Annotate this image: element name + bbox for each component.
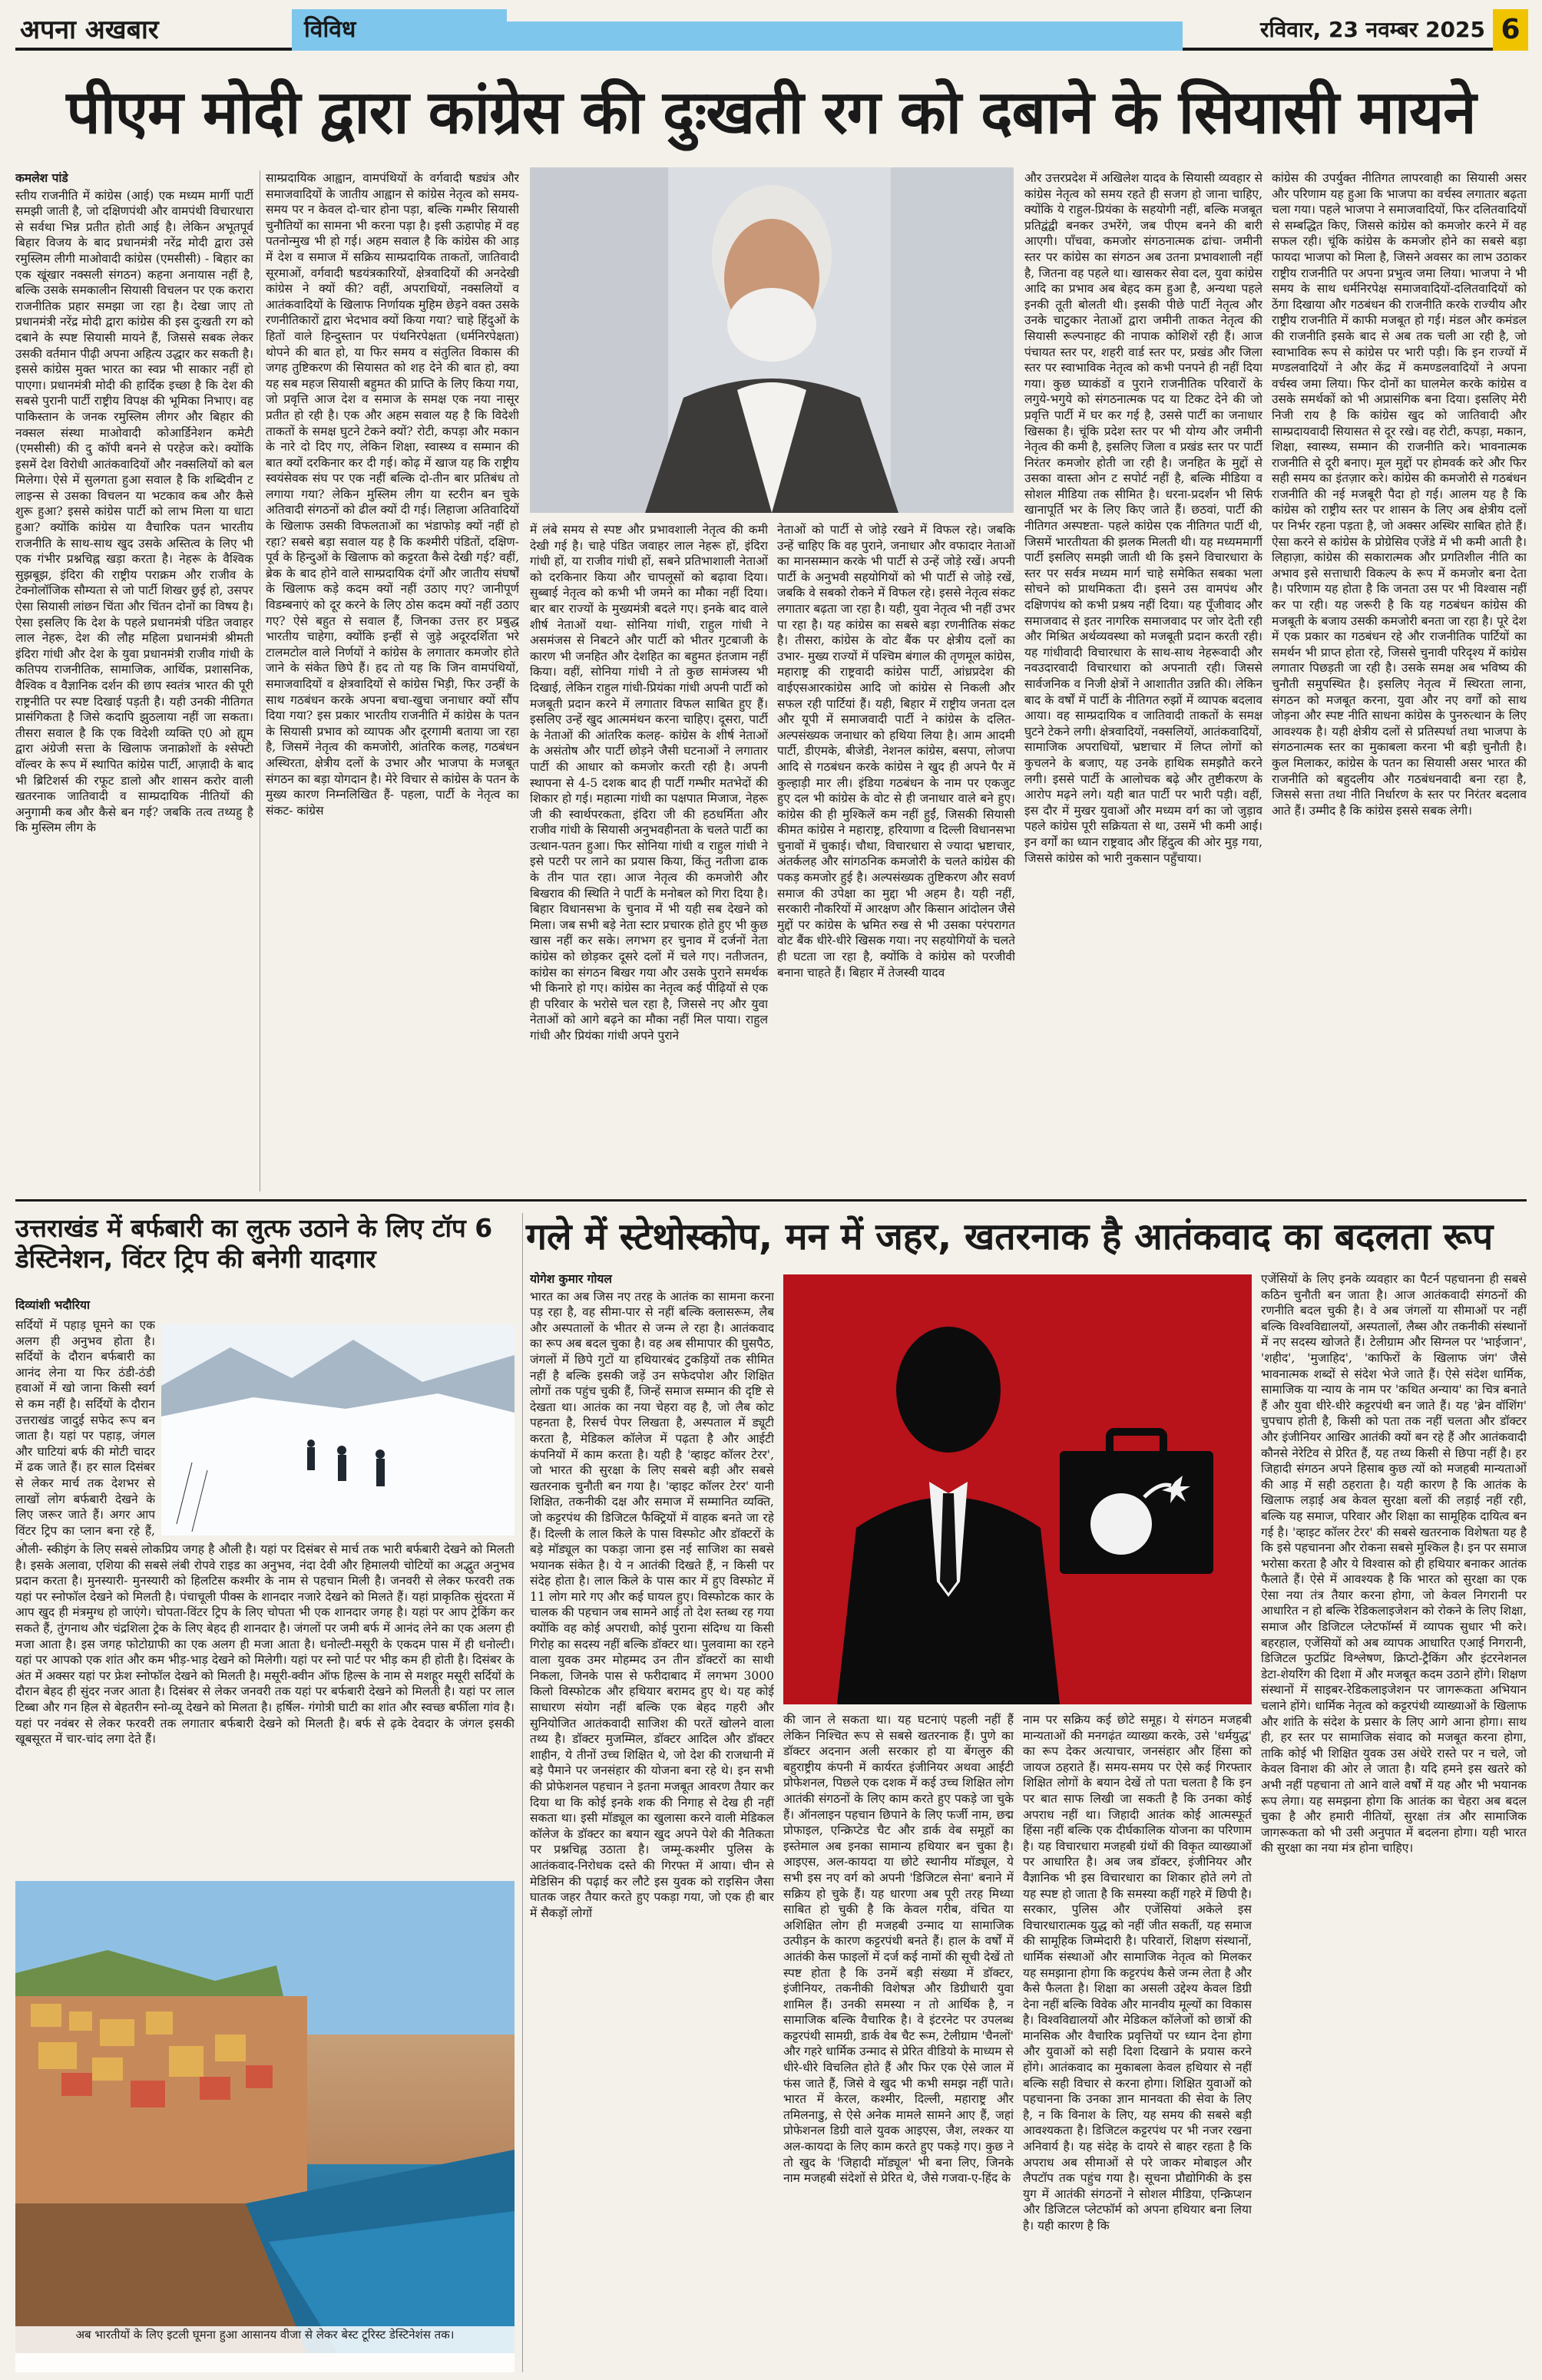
main-headline: पीएम मोदी द्वारा कांग्रेस की दुःखती रग को दबाने के सियासी मायने: [66, 78, 1476, 147]
travel-byline: दिव्यांशी भदौरिया: [15, 1297, 91, 1312]
main-story-text: और उत्तरप्रदेश में अखिलेश यादव के सियासी व्यवहार से कांग्रेस नेतृत्व को समय रहते ही सजग हो जाना चाहिए, क्योंकि ये राहुल-प्रियंका के सहयोगी नहीं, बल्कि मजबूत प्रतिद्वंद्वी बनकर उभरेंगे, जब पीएम बनने की बारी आएगी। पाँचवा, कमजोर संगठनात्मक ढांचा- जमीनी स्तर पर कांग्रेस का संगठन अब उतना प्रभावशाली नहीं है, जितना वह पहले था। खासकर सेवा दल, युवा कांग्रेस आदि का प्रभाव अब बेहद कम हुआ है, अन्यथा पहले इनकी तूती बोलती थी। इसकी पीछे पार्टी नेतृत्व और उनके चाटुकार नेताओं द्वारा जमीनी ताकत नेतृत्व की सियासी रूल्पनाहट की नापाक कोशिशें रही हैं। आज पंचायत स्तर पर, शहरी वार्ड स्तर पर, प्रखंड और जिला स्तर पर स्वाभाविक नेतृत्व को कभी पनपने ही नहीं दिया गया। कुछ घ्याकंडों व पुराने राजनीतिक परिवारों के लगुये-भगुये को संगठनात्मक पद या टिकट देने की जो प्रवृत्ति पार्टी में घर कर गई है, उससे पार्टी का जनाधार खिसका है। चूंकि प्रदेश स्तर पर भी योग्य और जमीनी नेतृत्व की कमी है, इसलिए जिला व प्रखंड स्तर पर पार्टी निरंतर कमजोर होती जा रही है। जनहित के मुद्दों से उसका वास्ता ओन ट सपोर्ट नहीं है, बल्कि मीडिया व सोशल मीडिया तक सीमित है। धरना-प्रदर्शन भी सिर्फ खानापूर्ति भर के लिए किए जाते हैं। छठवां, पार्टी की नीतिगत अस्पष्टता- पहले कांग्रेस एक नीतिगत पार्टी थी, जिसमें भारतीयता की झलक मिलती थी। यह मध्यममार्गी पार्टी इसलिए समझी जाती थी कि इसने विचारधारा के स्तर पर सर्वत्र मध्यम मार्ग चाहे समेकित सबका भला सोचने को प्राथमिकता दी। इसने उस वामपंथ और दक्षिणपंथ को कभी प्रश्रय नहीं दिया। यह पूँजीवाद और समाजवाद से इतर नागरिक समाजवाद पर जोर देती रही और मिश्रित अर्थव्यवस्था को मजबूती प्रदान करती रही। यह गांधीवादी विचारधारा के साथ-साथ नेहरूवादी और नवउदारवादी विचारधारा को अपनाती रही। जिससे सार्वजनिक व निजी क्षेत्रों ने आशातीत उन्नति की। लेकिन बाद के वर्षों में पार्टी के नीतिगत रुझों में व्यापक बदलाव आया। वह साम्प्रदायिक व जातिवादी ताकतों के समक्ष घुटने टेकने लगी। क्षेत्रवादियों, नक्सलियों, आतंकवादियों, सामाजिक अपराधियों, भ्रष्टाचार में लिप्त लोगों को कुचलने के बजाए, यह उनके हाथिक समझौते करने लगी। इससे पार्टी के आलोचक बढ़े और तुष्टीकरण के आरोप मढ़ने लगे। यही बात पार्टी पर भारी पड़ी। वहीं, इस दौर में मुखर युवाओं और मध्यम वर्ग का जो जुड़ाव पहले कांग्रेस पूरी सक्रियता से था, उसमें भी कमी आई। इन वर्गों का ध्यान राष्ट्रवाद और हिंदुत्व की ओर मुड़ गया, जिससे कांग्रेस को भारी नुकसान पहुँचाया।: [1024, 171, 1262, 865]
main-story-column-6: [1272, 170, 1527, 1192]
terror-illustration: [783, 1274, 1252, 1704]
section-divider: [15, 1199, 1527, 1202]
main-story-text: में लंबे समय से स्पष्ट और प्रभावशाली नेतृत्व की कमी देखी गई है। चाहे पंडित जवाहर लाल नेहरू हों, इंदिरा गांधी हों, या राजीव गांधी हों, सबने प्रतिभाशाली नेताओं को दरकिनार किया और चापलूसों को बढ़ावा दिया। सुब्बाई नेतृत्व को कभी भी जमने का मौका नहीं दिया। बार बार राज्यों के मुख्यमंत्री बदले गए। इनके बाद वाले शीर्ष नेताओं यथा- सोनिया गांधी, राहुल गांधी ने असमंजस से निबटने और पार्टी को भीतर गुटबाजी के कारण भी जनहित और देशहित का बहुमत इंतजाम नहीं किया। वहीं, सोनिया गांधी ने तो कुछ सामंजस्य भी दिखाई, लेकिन राहुल गांधी-प्रियंका गांधी अपनी पार्टी को मजबूती प्रदान करने में लगातार विफल साबित हुए हैं। इसलिए उन्हें खुद आत्ममंथन करना चाहिए। दूसरा, पार्टी के नेताओं की आंतरिक कलह- कांग्रेस के शीर्ष नेताओं के असंतोष और पार्टी छोड़ने जैसी घटनाओं ने लगातार पार्टी की आधार को कमजोर करती रही है। अपनी स्थापना से 4-5 दशक बाद ही पार्टी गम्भीर मतभेदों की शिकार हो गई। महात्मा गांधी का पक्षपात मिजाज, नेहरू जी की स्वार्थपरकता, इंदिरा जी की हठधर्मिता और राजीव गांधी के सियासी अनुभवहीनता के चलते पार्टी का उत्थान-पतन हुआ। फिर सोनिया गांधी व राहुल गांधी ने इसे पटरी पर लाने का प्रयास किया, किंतु नतीजा ढाक के तीन पात रहा। आज नेतृत्व की कमजोरी और बिखराव की स्थिति ने पार्टी के मनोबल को गिरा दिया है। बिहार विधानसभा के चुनाव में भी यही सब देखने को मिला। जब सभी बड़े नेता स्टार प्रचारक होते हुए भी कुछ खास नहीं कर सके। लगभग हर चुनाव में दर्जनों नेता कांग्रेस को छोड़कर दूसरे दलों में चले गए। नतीजतन, कांग्रेस का संगठन बिखर गया और उसके पुराने समर्थक भी किनारे हो गए। कांग्रेस का नेतृत्व कई पीढ़ियों से एक ही परिवार के भरोसे चल रहा है, जिससे नए और युवा नेताओं को आगे बढ़ने का मौका नहीं मिल पाया। राहुल गांधी और प्रियंका गांधी अपने पुराने: [530, 523, 768, 1043]
column-divider: [522, 1213, 523, 2372]
coastal-village-photo: [15, 1881, 515, 2353]
main-story-column-1: [15, 170, 253, 1192]
terror-column-4: [1261, 1271, 1527, 2372]
main-story-column-5: [1024, 170, 1262, 1192]
travel-intro-text: सर्दियों में पहाड़ घूमने का एक अलग ही अनुभव होता है। सर्दियों के दौरान बर्फबारी का आनंद लेना या फिर ठंडी-ठंडी हवाओं में खो जाना किसी स्वर्ग से कम नहीं है। सर्दियों के दौरान उत्तराखंड जादुई सफेद रूप बन जाता है। यहां पर पहाड़, जंगल और घाटियां बर्फ की मोटी चादर में ढक जाते हैं। हर साल दिसंबर से लेकर मार्च तक देशभर से लाखों लोग बर्फबारी देखने के लिए जरूर जाते हैं। अगर आप विंटर ट्रिप का प्लान बना रहे हैं,: [15, 1318, 155, 1538]
terror-text: भारत का अब जिस नए तरह के आतंक का सामना करना पड़ रहा है, वह सीमा-पार से नहीं बल्कि क्लासरूम, लैब और अस्पतालों के भीतर से जन्म ले रहा है। आतंकवाद का रूप अब बदल चुका है। वह अब सीमापार की घुसपैठ, जंगलों में छिपे गुटों या हथियारबंद टुकड़ियों तक सीमित नहीं है बल्कि इसकी जड़ें उन सफेदपोश और शिक्षित लोगों तक पहुंच चुकी हैं, जिन्हें समाज सम्मान की दृष्टि से देखता था। आतंक का नया चेहरा वह है, जो लैब कोट पहनता है, रिसर्च पेपर लिखता है, अस्पताल में ड्यूटी करता है, मेडिकल कॉलेज में पढ़ता है और आईटी कंपनियों में काम करता है। यही है 'व्हाइट कॉलर टेरर', जो भारत की सुरक्षा के लिए सबसे बड़ी और सबसे खतरनाक चुनौती बन गया है। 'व्हाइट कॉलर टेरर' यानी शिक्षित, तकनीकी दक्ष और समाज में सम्मानित व्यक्ति, जो कट्टरपंथ की डिजिटल फैक्ट्रियों में वाहक बनते जा रहे हैं। दिल्ली के लाल किले के पास विस्फोट और डॉक्टरों के बड़े मॉड्यूल का पकड़ा जाना इस नई साजिश का सबसे भयानक संकेत है। ये न आतंकी दिखते हैं, न किसी पर संदेह होता है। लाल किले के पास कार में हुए विस्फोट में 11 लोग मारे गए और कई घायल हुए। विस्फोटक कार के चालक की पहचान जब सामने आई तो देश स्तब्ध रह गया क्योंकि वह कोई अपराधी, कोई पुराना संदिग्ध या किसी गिरोह का सदस्य नहीं बल्कि डॉक्टर था। पुलवामा का रहने वाला युवक उमर मोहम्मद उन तीन डॉक्टरों का साथी निकला, जिनके पास से फरीदाबाद में लगभग 3000 किलो विस्फोटक और हथियार बरामद हुए थे। यह कोई साधारण संयोग नहीं बल्कि एक बेहद गहरी और सुनियोजित आतंकवादी साजिश की परतें खोलने वाला तथ्य है। डॉक्टर मुजम्मिल, डॉक्टर आदिल और डॉक्टर शाहीन, ये तीनों उच्च शिक्षित थे, जो देश की राजधानी में बड़े पैमाने पर जनसंहार की योजना बना रहे थे। इन सभी की प्रोफेशनल पहचान ने इतना मजबूत आवरण तैयार कर दिया था कि कोई इनके शक की निगाह से देख ही नहीं सकता था। इसी मॉड्यूल का खुलासा करने वाली मेडिकल कॉलेज के डॉक्टर का बयान खुद अपने पेशे की नैतिकता पर प्रश्नचिह्न उठाता है। जम्मू-कश्मीर पुलिस के आतंकवाद-निरोधक दस्ते की गिरफ्त में आया। चीन से मेडिसिन की पढ़ाई कर लौटे इस युवक को राइसिन जैसा घातक जहर तैयार करते हुए पकड़ा गया, जो एक ही बार में सैकड़ों लोगों: [530, 1289, 774, 1920]
pm-portrait-photo: [530, 167, 1014, 513]
main-story-text: कांग्रेस की उपर्युक्त नीतिगत लापरवाही का सियासी असर और परिणाम यह हुआ कि भाजपा का वर्चस्व लगातार बढ़ता चला गया। पहले भाजपा ने समाजवादियों, फिर दलितवादियों से सम्बद्धित किए, जिससे कांग्रेस को कमजोर करने में वह सफल रही। चूंकि कांग्रेस के कमजोर होने का सबसे बड़ा फायदा भाजपा को मिला है, जिसने अवसर का लाभ उठाकर राष्ट्रीय राजनीति पर अपना प्रभुत्व जमा लिया। भाजपा ने भी समय के साथ धर्मनिरपेक्ष समाजवादियों-दलितवादियों को ठेंगा दिखाया और गठबंधन की राजनीति करके राज्यीय और राष्ट्रीय राजनीति में काफी मजबूत हो गई। मंडल और कमंडल की राजनीति इसके बाद से अब तक चली आ रही है, जो स्वाभाविक रूप से कांग्रेस पर भारी पड़ी। कि इन राज्यों में मण्डलवादियों ने और केंद्र में कमण्डलवादियों ने अपना वर्चस्व जमा लिया। फिर दोनों का घालमेल करके कांग्रेस व उसके समर्थकों को भी अप्रासंगिक बना दिया। इसलिए मेरी निजी राय है कि कांग्रेस खुद को जातिवादी और साम्प्रदायवादी सियासत से दूर रखे। वह रोटी, कपड़ा, मकान, शिक्षा, स्वास्थ्य, सम्मान की राजनीति करे। भावनात्मक राजनीति से दूरी बनाए। मूल मुद्दों पर होमवर्क करे और फिर सही समय का इंतज़ार करे। कांग्रेस की कमजोरी से गठबंधन राजनीति की नई मजबूरी पैदा हो गई। आलम यह है कि कांग्रेस को राष्ट्रीय स्तर पर शासन के लिए अब क्षेत्रीय दलों पर निर्भर रहना पड़ता है, जो अक्सर अस्थिर साबित होते हैं। ऐसा करने से कांग्रेस के प्रोग्रेसिव एजेंडे में भी कमी आती है। लिहाज़ा, कांग्रेस की सकारात्मक और प्रगतिशील नीति का अभाव इसे सत्ताधारी विकल्प के रूप में कमजोर बना देता है। परिणाम यह होता है कि जनता उस पर भी विश्वास नहीं कर पा रही। यह जरूरी है कि यह गठबंधन कांग्रेस की मजबूती के बजाय उसकी कमजोरी बनता जा रहा है। पूरे देश में एक प्रकार का गठबंधन रहे और राजनीतिक पार्टियों का समर्थन भी प्राप्त होता रहे, जिससे चुनावी परिदृश्य में कांग्रेस लगातार पिछड़ती जा रही है। उसके समक्ष अब भविष्य की चुनौती समुपस्थित है। इसलिए नेतृत्व में स्थिरता लाना, संगठन को मजबूत करना, युवा और नए वर्गों को साथ जोड़ना और स्पष्ट नीति साधना कांग्रेस के पुनरुत्थान के लिए आवश्यक है। यही क्षेत्रीय दलों से प्रतिस्पर्धा तथा भाजपा के संगठनात्मक स्तर का मुकाबला करना भी बड़ी चुनौती है। कुल मिलाकर, कांग्रेस के पतन का सियासी असर भारत की राजनीति को बहुदलीय और गठबंधनवादी बना रहा है, जिससे सत्ता तथा नीति निर्धारण के स्तर पर निरंतर बदलाव आते हैं। उम्मीद है कि कांग्रेस इससे सबक लेगी।: [1272, 171, 1527, 818]
terror-text: नाम पर सक्रिय कई छोटे समूह। ये संगठन मजहबी मान्यताओं की मनगढ़ंत व्याख्या करके, उसे 'धर्मयुद्ध' का रूप देकर अत्याचार, जनसंहार और हिंसा को जायज ठहराते हैं। समय-समय पर ऐसे कई गिरफ्तार शिक्षित लोगों के बयान देखें तो पता चलता है कि इन पर बात साफ लिखी जा सकती है कि उनका कोई अपराध नहीं था। जिहादी आतंक कोई आत्मस्फूर्त हिंसा नहीं बल्कि एक दीर्घकालिक योजना का परिणाम है। यह विचारधारा मजहबी ग्रंथों की विकृत व्याख्याओं पर आधारित है। अब जब डॉक्टर, इंजीनियर और वैज्ञानिक भी इस विचारधारा का शिकार होते लगे तो यह स्पष्ट हो जाता है कि समस्या कहीं गहरे में छिपी है। सरकार, पुलिस और एजेंसियां अकेले इस विचारधारात्मक युद्ध को नहीं जीत सकतीं, यह समाज की सामूहिक जिम्मेदारी है। परिवारों, शिक्षण संस्थानों, धार्मिक संस्थाओं और सामाजिक नेतृत्व को मिलकर यह समझाना होगा कि कट्टरपंथ कैसे जन्म लेता है और कैसे फैलता है। शिक्षा का असली उद्देश्य केवल डिग्री देना नहीं बल्कि विवेक और मानवीय मूल्यों का विकास है। विश्वविद्यालयों और मेडिकल कॉलेजों को छात्रों की मानसिक और वैचारिक प्रवृत्तियों पर ध्यान देना होगा और युवाओं को सही दिशा दिखाने के प्रयास करने होंगे। आतंकवाद का मुकाबला केवल हथियार से नहीं बल्कि सही विचार से करना होगा। शिक्षित युवाओं को पहचानना कि उनका ज्ञान मानवता की सेवा के लिए है, न कि विनाश के लिए, यह समय की सबसे बड़ी आवश्यकता है। डिजिटल कट्टरपंथ पर भी नजर रखना अनिवार्य है। यह संदेह के दायरे से बाहर रहता है कि अपराध अब सीमाओं से परे जाकर मोबाइल और लैपटॉप तक पहुंच गया है। सूचना प्रौद्योगिकी के इस युग में आतंकी संगठनों ने सोशल मीडिया, एन्क्रिप्शन और डिजिटल प्लेटफॉर्म को अपना हथियार बना लिया है। यही कारण है कि: [1023, 1713, 1252, 2233]
newspaper-brand: अपना अखबार: [15, 9, 292, 51]
main-story-column-3: [530, 522, 768, 1192]
terror-text: एजेंसियों के लिए इनके व्यवहार का पैटर्न पहचानना ही सबसे कठिन चुनौती बन जाता है। आज आतंकवादी संगठनों की रणनीति बदल चुकी है। वे अब जंगलों या सीमाओं पर नहीं बल्कि विश्वविद्यालयों, अस्पतालों, लैब्स और तकनीकी संस्थानों में नए सदस्य खोजते हैं। टेलीग्राम और सिग्नल पर 'भाईजान', 'शहीद', 'मुजाहिद', 'काफिरों के खिलाफ जंग' जैसे भावनात्मक शब्दों से संदेश भेजे जाते हैं। ऐसे संदेश धार्मिक, सामाजिक या न्याय के नाम पर 'कथित अन्याय' का चित्र बनाते हैं और युवा धीरे-धीरे कट्टरपंथी बन जाते हैं। यह 'ब्रेन वॉशिंग' चुपचाप होती है, किसी को पता तक नहीं चलता और डॉक्टर और इंजीनियर आखिर आतंकी क्यों बन रहे हैं और आतंकवादी कौनसे नेरेटिव से प्रेरित हैं, यह तथ्य किसी से छिपा नहीं है। हर जिहादी संगठन अपने हिसाब कुछ त्यों को मजहबी मान्यताओं की आड़ में सही ठहराता है। यही कारण है कि आतंक के खिलाफ लड़ाई अब केवल सुरक्षा बलों की लड़ाई नहीं रही, बल्कि यह समाज, परिवार और शिक्षा का सामूहिक दायित्व बन गई है। 'व्हाइट कॉलर टेरर' की सबसे खतरनाक विशेषता यह है कि इसे पहचानना और रोकना सबसे मुश्किल है। इन पर समाज भरोसा करता है और ये विश्वास को ही हथियार बनाकर आतंक फैलाते हैं। ऐसे में आवश्यक है कि भारत को सुरक्षा का एक ऐसा नया तंत्र तैयार करना होगा, जो केवल निगरानी पर आधारित न हो बल्कि रेडिकलाइजेशन को रोकने के लिए शिक्षा, समाज और डिजिटल प्लेटफॉर्म्स में व्यापक सुधार भी करे। बहरहाल, एजेंसियों को अब व्यापक आधारित एआई निगरानी, डिजिटल फुटप्रिंट विश्लेषण, क्रिप्टो-ट्रैकिंग और इंटरनेशनल डेटा-शेयरिंग की दिशा में और मजबूत कदम उठाने होंगे। शिक्षण संस्थानों में साइबर-रेडिकलाइजेशन पर जागरूकता अभियान चलाने होंगे। धार्मिक नेतृत्व को कट्टरपंथी व्याख्याओं के खिलाफ और शांति के संदेश के प्रसार के लिए आगे आना होगा। साथ ही, हर स्तर पर सामाजिक संवाद को मजबूत करना होगा, ताकि कोई भी शिक्षित युवक उस अंधेरे रास्ते पर न चले, जो केवल विनाश की ओर ले जाता है। यदि हमने इस खतरे को अभी नहीं पहचाना तो आने वाले वर्षों में यह और भी भयानक रूप लेगा। यह समझना होगा कि आतंक का चेहरा अब बदल चुका है और हमारी नीतियों, सुरक्षा तंत्र और सामाजिक जागरूकता को भी उसी अनुपात में बदलना होगा। यही भारत की सुरक्षा का नया मंत्र होना चाहिए।: [1261, 1272, 1527, 1856]
main-story-column-2: [266, 170, 519, 1192]
main-story-text: नेताओं को पार्टी से जोड़े रखने में विफल रहे। जबकि उन्हें चाहिए कि वह पुराने, जनाधार और वफादार नेताओं का मानसम्मान करके भी पार्टी से उन्हें जोड़े रखें। अपनी पार्टी के अनुभवी सहयोगियों को भी पार्टी से जोड़े रखें, जबकि वे सबको रोकने में विफल रहे। इससे नेतृत्व संकट लगातार बढ़ता जा रहा है। यही, युवा नेतृत्व भी नहीं उभर पा रहा है। यह कांग्रेस का सबसे बड़ा रणनीतिक संकट है। तीसरा, कांग्रेस के वोट बैंक पर क्षेत्रीय दलों का उभार- मुख्य राज्यों में पश्चिम बंगाल की तृणमूल कांग्रेस, महाराष्ट्र की राष्ट्रवादी कांग्रेस पार्टी, आंध्रप्रदेश की वाईएसआरकांग्रेस आदि जो कांग्रेस से निकली और सफल रही पार्टियां हैं। यही, बिहार में राष्ट्रीय जनता दल और यूपी में समाजवादी पार्टी ने कांग्रेस के दलित-अल्पसंख्यक जनाधार को हथिया लिया है। आम आदमी पार्टी, डीएमके, बीजेडी, नेशनल कांग्रेस, बसपा, लोजपा आदि से गठबंधन करके कांग्रेस ने खुद ही अपने पैर में कुल्हाड़ी मार ली। इंडिया गठबंधन के नाम पर एकजुट हुए दल भी कांग्रेस के वोट से ही जनाधार वाले बने हुए। कांग्रेस की ही मुश्किलें कम नहीं हुईं, जिसकी सियासी कीमत कांग्रेस ने महाराष्ट्र, हरियाणा व दिल्ली विधानसभा चुनावों में चुकाई। चौथा, विचारधारा से ज्यादा भ्रष्टाचार, अंतर्कलह और सांगठनिक कमजोरी के चलते कांग्रेस की पकड़ कमजोर हुई है। अल्पसंख्यक तुष्टिकरण और सवर्ण समाज की उपेक्षा का मुद्दा भी अहम है। यही नहीं, सरकारी नौकरियों में आरक्षण और किसान आंदोलन जैसे मुद्दों पर कांग्रेस के भ्रमित रुख से भी उसका परंपरागत वोट बैंक धीरे-धीरे खिसक गया। नए सहयोगियों के चलते ही घटता जा रहा है, क्योंकि वे कांग्रेस को परजीवी बनाना चाहते हैं। बिहार में तेजस्वी यादव: [777, 523, 1015, 980]
issue-date: रविवार, 23 नवम्बर 2025: [1183, 9, 1493, 51]
terror-headline: गले में स्टेथोस्कोप, मन में जहर, खतरनाक है आतंकवाद का बदलता रूप: [526, 1215, 1494, 1258]
photo-caption: अब भारतीयों के लिए इटली घूमना हुआ आसानय वीजा से लेकर बेस्ट टूरिस्ट डेस्टिनेशंस तक।: [15, 2326, 515, 2372]
terror-column-2: [783, 1712, 1014, 2372]
travel-headline: उत्तराखंड में बर्फबारी का लुत्फ उठाने के लिए टॉप 6 डेस्टिनेशन, विंटर ट्रिप की बनेगी यादगार: [15, 1213, 493, 1274]
travel-body: [15, 1542, 515, 1873]
terror-byline: योगेश कुमार गोयल: [530, 1271, 612, 1286]
main-story-column-4: [777, 522, 1015, 1192]
main-story-text: स्तीय राजनीति में कांग्रेस (आई) एक मध्यम मार्गी पार्टी समझी जाती है, जो दक्षिणपंथी और वामपंथी विचारधारा से सर्वथा भिन्न प्रतीत होती आई है। लेकिन अभूतपूर्व बिहार विजय के बाद प्रधानमंत्री नरेंद्र मोदी द्वारा उसे रमुस्लिम लीगी माओवादी कांग्रेस (एमसीसी) - बिहार का एक खूंखार नक्सली संगठन) कहना अनायास नहीं है, बल्कि उसके समकालीन सियासी विचलन पर एक करारा राजनीतिक प्रहार समझा जा रहा है। देखा जाए तो प्रधानमंत्री नरेंद्र मोदी द्वारा कांग्रेस की इस दुःखती रग को दबाने के स्पष्ट सियासी मायने हैं, जिससे सबक लेकर उसकी वर्तमान पीढ़ी अपना अहित्य उद्धार कर सकती है। इससे कांग्रेस मुक्त भारत का स्वप्न भी साकार नहीं हो पाएगा। प्रधानमंत्री मोदी की हार्दिक इच्छा है कि देश की सबसे पुरानी पार्टी राष्ट्रीय विपक्ष की भूमिका निभाए। वह पाकिस्तान के जनक रमुस्लिम लीगर और बिहार की नक्सल संस्था माओवादी कोआर्डिनेशन कमेटी (एमसीसी) की दु कॉपी बनने से परहेज करे। क्योंकि इसमें देश विरोधी आतंकवादियों और नक्सलियों को बल मिलेगा। ऐसे में सुलगता हुआ सवाल है कि शब्दिवीन ट लाइन्स से उसका विचलन या भटकाव कब और कैसे शुरू हुआ? इससे कांग्रेस पार्टी को लाभ मिला या धाटा हुआ? क्योंकि कांग्रेस या वैचारिक पतन भारतीय राजनीति के साथ-साथ खुद उसके अस्तित्व के लिए भी एक गंभीर प्रश्नचिह्न खड़ा करता है। नेहरू के वैश्विक सुझबूझ, इंदिरा की राष्ट्रीय पराक्रम और राजीव के टेक्नोलॉजिक सौम्यता से जो पार्टी शिखर छुई हो, उसपर ऐसा सियासी लांछन चिंता और चिंतन दोनों का विषय है। ऐसा इसलिए कि देश के पहले प्रधानमंत्री पंडित जवाहर लाल नेहरू, देश की लौह महिला प्रधानमंत्री श्रीमती इंदिरा गांधी और देश के युवा प्रधानमंत्री राजीव गांधी के कतिपय राजनीतिक, सामाजिक, आर्थिक, प्रशासनिक, वैश्विक व वैज्ञानिक दर्शन की छाप स्वतंत्र भारत की पूरी राष्ट्रनीति पर स्पष्ट दिखाई पड़ती है। यही उनकी नीतिगत प्रासंगिकता है जिसे कदापि झुठलाया नहीं जा सकता। तीसरा सवाल है कि एक विदेशी व्यक्ति ए0 ओ ह्यूम द्वारा अंग्रेजी सत्ता के खिलाफ जनाक्रोशों के श्सेफ्टी वॉल्वर के रूप में स्थापित कांग्रेस पार्टी, आज़ादी के बाद भी ब्रिटिशर्स की रफूट डालो और शासन करोर वाली खतरनाक जातिवादी व साम्प्रदायिक नीतियों की अनुगामी कब और कैसे बन गई? जबकि तत्व तथ्यहु है कि मुस्लिम लीग के: [15, 188, 253, 835]
terror-column-3: [1023, 1712, 1252, 2372]
travel-body-text: औली- स्कीइंग के लिए सबसे लोकप्रिय जगह है औली है। यहां पर दिसंबर से मार्च तक भारी बर्फबारी देखने को मिलती है। इसके अलावा, एशिया की सबसे लंबी रोपवे राइड का अनुभव, नंदा देवी और हिमालयी चोटियों का अद्भुत अनुभव प्रदान करता है। मुनस्यारी- मुनस्यारी को हिलटिस कश्मीर के नाम से पहचान मिली है। जनवरी से लेकर फरवरी तक यहां पर स्नोफॉल देखने को मिलती है। पंचाचूली पीक्स के शानदार नजारे देखने को मिलते हैं। यहां प्राकृतिक सुंदरता में आप खुद ही मंत्रमुग्ध हो जाएंगे। चोपता-विंटर ट्रिप के लिए चोपता भी एक शानदार जगह है। यहां पर आप ट्रेकिंग कर सकते हैं, तुंगनाथ और चंद्रशिला ट्रेक के लिए बेहद ही शानदार है। जंगलों पर जमी बर्फ में आनंद लेने का एक अलग ही मजा आता है। इस जगह फोटोग्राफी का एक अलग ही मजा आता है। धनोल्टी-मसूरी के एकदम पास में ही धनोल्टी। यहां पर आपको एक शांत और कम भीड़-भाड़ देखने को मिलेगी। यहां पर स्नो पार्ट पर भीड़ कम ही होती है। दिसंबर के अंत में अक्सर यहां पर फ्रेश स्नोफॉल देखने को मिलती है। मसूरी-क्वीन ऑफ हिल्स के नाम से मशहूर मसूरी सर्दियों के दौरान बेहद ही सुंदर नजर आता है। दिसंबर से लेकर जनवरी तक यहां पर बर्फबारी देखने को मिलती है। यहां पर लाल टिब्बा और गन हिल से बेहतरीन स्नो-व्यू देखने को मिलता है। हर्षिल- गंगोत्री घाटी का शांत और स्वच्छ बर्फीला गांव है। यहां पर नवंबर से लेकर फरवरी तक लगातार बर्फबारी देखने को मिलती है। बर्फ से ढ़के देवदार के जंगल इसकी खूबसूरत में चार-चांद लगा देते हैं।: [15, 1542, 515, 1747]
section-label: विविध: [292, 9, 507, 51]
main-story-text: साम्प्रदायिक आह्वान, वामपंथियों के वर्गवादी षड्यंत्र और समाजवादियों के जातीय आह्वान से कांग्रेस नेतृत्व को समय-समय पर न केवल दो-चार होना पड़ा, बल्कि गम्भीर सियासी चुनौतियों का सामना भी करना पड़ा है। इसी ऊहापोह में वह पतनोन्मुख भी हो गई। अहम सवाल है कि कांग्रेस की आड़ में देश व समाज में सक्रिय साम्प्रदायिक ताकतों, जातिवादी सूरमाओं, वर्गवादी षडयंत्रकारियों, क्षेत्रवादियों की अनदेखी कांग्रेस ने क्यों की? वहीं, अपराधियों, नक्सलियों व आतंकवादियों के खिलाफ निर्णायक मुहिम छेड़ने वक्त उसके रणनीतिकारों द्वारा भेदभाव क्यों किया गया? चाहे हिंदुओं के हितों वाले हिन्दुस्तान पर पंथनिरपेक्षता (धर्मनिरपेक्षता) थोपने की बात हो, या फिर समय व संतुलित विकास की जगह तुष्टिकरण की सियासत को शह देने की बात हो, क्या यह सब महज सियासी बहुमत की प्राप्ति के लिए किया गया, जो प्रवृत्ति आज देश व समाज के समक्ष एक नया नासूर प्रतीत हो रही है। एक और अहम सवाल यह है कि विदेशी ताकतों के समक्ष घुटने टेकने क्यों? रोटी, कपड़ा और मकान के नारे दो दिए गए, लेकिन शिक्षा, स्वास्थ्य व सम्मान की बात क्यों दरकिनार कर दी गई। कोढ़ में खाज यह कि राष्ट्रीय स्वयंसेवक संघ पर एक नहीं बल्कि दो-तीन बार प्रतिबंध तो लगाया गया? लेकिन मुस्लिम लीग या स्टरीन बन चुके अतिवादी संगठनों को ढील क्यों दी गई। लिहाजा अतिवादियों के खिलाफ उसकी विफलताओं का भंडाफोड़ क्यों नहीं हो रहा? सबसे बड़ा सवाल यह है कि कश्मीरी पंडितों, दक्षिण-पूर्व के हिन्दुओं के खिलाफ को कट्टरता कैसे देखी गई? वहीं, ब्रेक के बाद होने वाले साम्प्रदायिक दंगों और जातीय संघर्षों के खिलाफ कड़े कदम क्यों नहीं उठाए गए? जानीपूर्ण विडम्बनाएं को दूर करने के लिए ठोस कदम क्यों नहीं उठाए गए? ऐसे बहुत से सवाल हैं, जिनका उत्तर हर प्रबुद्ध भारतीय चाहेगा, क्योंकि इन्हीं से जुड़े अदूरदर्शिता भरे टालमटोल वाले निर्णयों ने कांग्रेस के लगातार कमजोर होते जाने के संकेत छिपे हैं। हद तो यह कि जिन वामपंथियों, समाजवादियों व क्षेत्रवादियों से कांग्रेस भिड़ी, फिर उन्हीं के साथ गठबंधन करके अपना बचा-खुचा जनाधार क्यों सौंप दिया गया? इस प्रकार भारतीय राजनीति में कांग्रेस के पतन के सियासी प्रभाव को व्यापक और दूरगामी बताया जा रहा है, जिसमें नेतृत्व की कमजोरी, आंतरिक कलह, गठबंधन अस्थिरता, क्षेत्रीय दलों के उभार और भाजपा के मजबूत संगठन का बड़ा योगदान है। मेरे विचार से कांग्रेस के पतन के मुख्य कारण निम्नलिखित हैं- पहला, पार्टी के नेतृत्व का संकट- कांग्रेस: [266, 171, 519, 818]
page-number: 6: [1493, 9, 1528, 51]
terror-column-1: [530, 1271, 774, 2372]
snow-hikers-photo: [161, 1324, 515, 1535]
terror-text: की जान ले सकता था। यह घटनाएं पहली नहीं हैं लेकिन निश्चित रूप से सबसे खतरनाक हैं। पुणे का डॉक्टर अदनान अली सरकार हो या बेंगलुरु की बहुराष्ट्रीय कंपनी में कार्यरत इंजीनियर अथवा आईटी प्रोफेशनल, पिछले एक दशक में कई उच्च शिक्षित लोग आतंकी संगठनों के लिए काम करते हुए पकड़े जा चुके हैं। ऑनलाइन पहचान छिपाने के लिए फर्जी नाम, छद्म प्रोफाइल, एन्क्रिप्टेड चैट और डार्क वेब समूहों का इस्तेमाल अब इनका सामान्य हथियार बन चुका है। आइएस, अल-कायदा या छोटे स्थानीय मॉड्यूल, ये सभी इस नए वर्ग को अपनी 'डिजिटल सेना' बनाने में सक्रिय हो चुके हैं। यह धारणा अब पूरी तरह मिथ्या साबित हो चुकी है कि केवल गरीब, वंचित या अशिक्षित लोग ही मजहबी उन्माद या सामाजिक उत्पीड़न के कारण कट्टरपंथी बनते हैं। हाल के वर्षों में आतंकी केस फाइलों में दर्ज कई नामों की सूची देखें तो स्पष्ट होता है कि उनमें बड़ी संख्या में डॉक्टर, इंजीनियर, तकनीकी विशेषज्ञ और डिग्रीधारी युवा शामिल हैं। उनकी समस्या न तो आर्थिक है, न सामाजिक बल्कि वैचारिक है। वे इंटरनेट पर उपलब्ध कट्टरपंथी सामग्री, डार्क वेब चैट रूम, टेलीग्राम 'चैनलों' और गहरे धार्मिक उन्माद से प्रेरित वीडियो के माध्यम से धीरे-धीरे विचलित होते हैं और फिर एक ऐसे जाल में फंस जाते हैं, जिसे वे खुद भी कभी समझ नहीं पाते। भारत में केरल, कश्मीर, दिल्ली, महाराष्ट्र और तमिलनाडु, से ऐसे अनेक मामले सामने आए हैं, जहां प्रोफेशनल डिग्री वाले युवक आइएस, जैश, लश्कर या अल-कायदा के लिए काम करते हुए पकड़े गए। कुछ ने तो खुद के 'जिहादी मॉड्यूल' भी बना लिए, जिनके नाम मजहबी संदेशों से प्रेरित थे, जैसे गजवा-ए-हिंद के: [783, 1713, 1014, 2186]
main-story-byline: कमलेश पांडे: [15, 170, 68, 185]
masthead-band: [507, 21, 1183, 51]
travel-intro: [15, 1317, 155, 1540]
